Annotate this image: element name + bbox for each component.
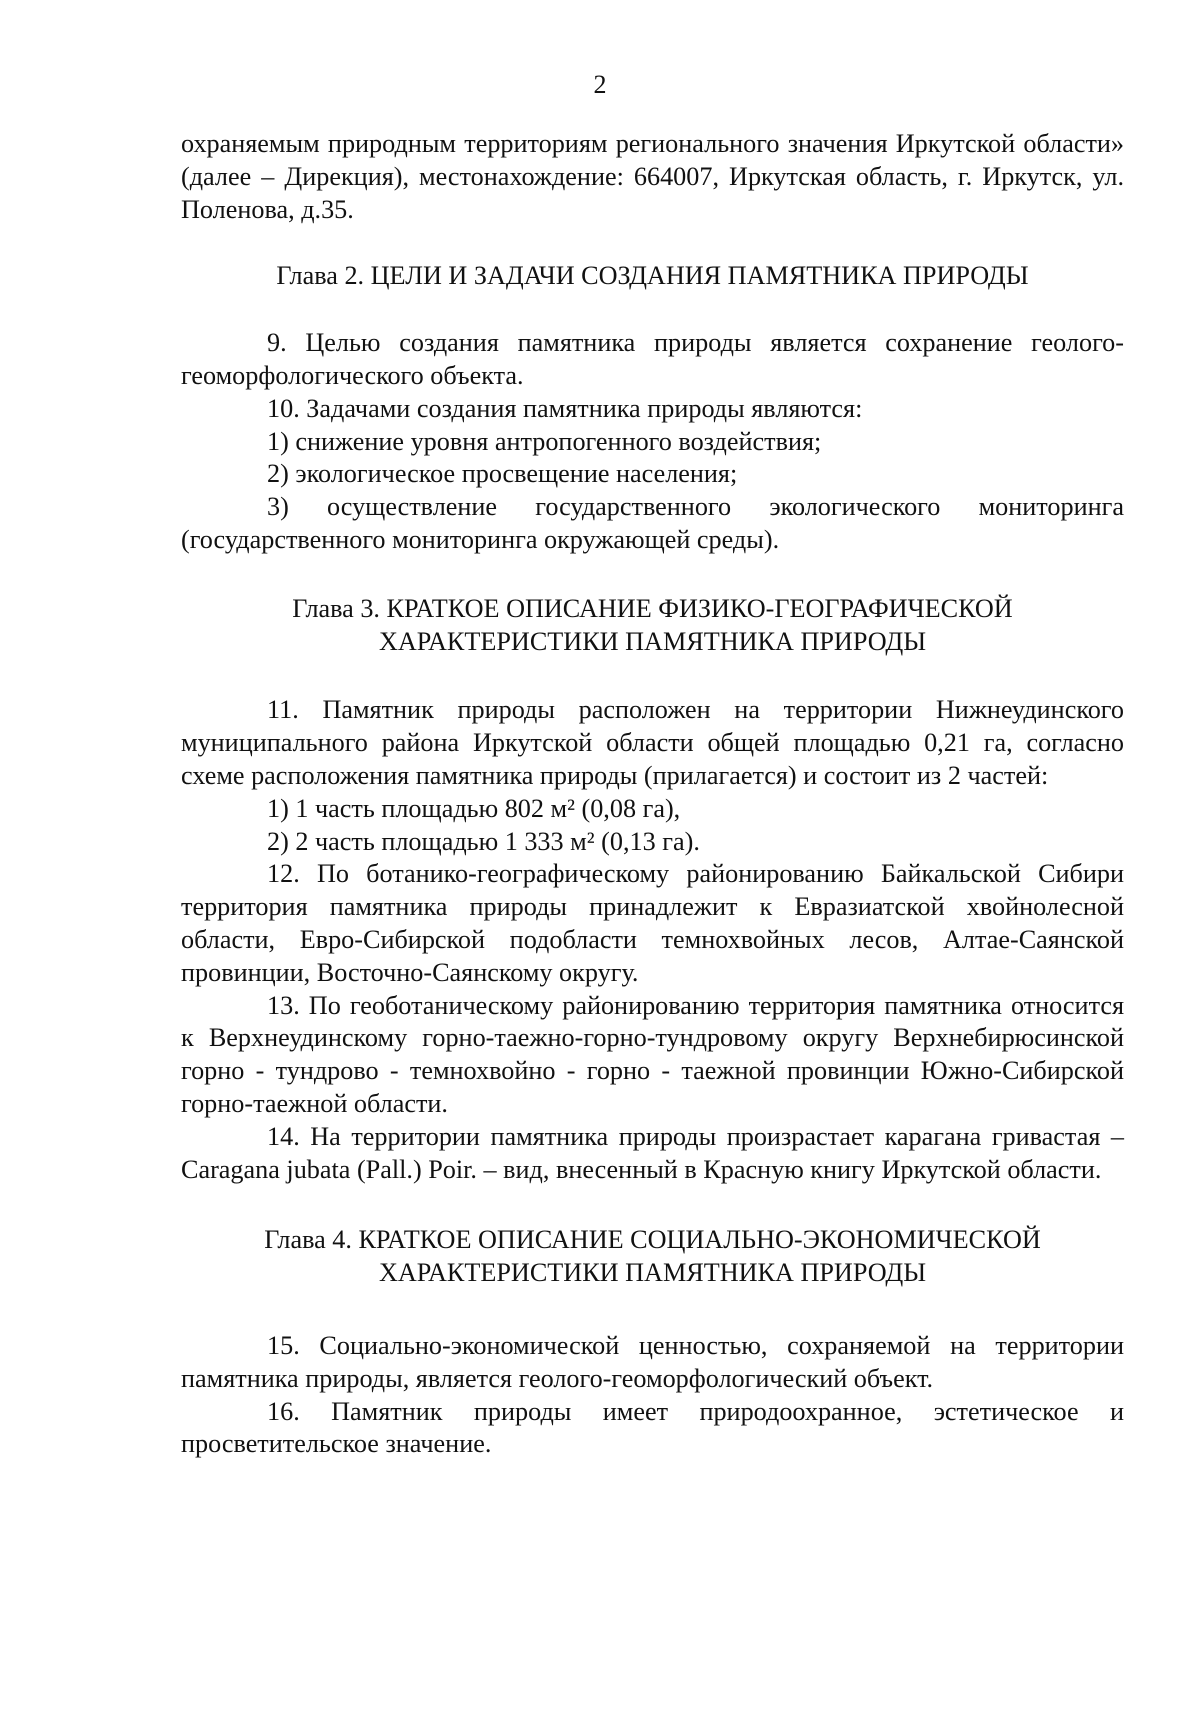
chapter-3-heading-line-1: Глава 3. КРАТКОЕ ОПИСАНИЕ ФИЗИКО-ГЕОГРАФИЧЕСКОЙ <box>292 593 1013 623</box>
continuation-paragraph: охраняемым природным территориям регионального значения Иркутской области» (далее – Дирекция), местонахождение: 664007, Иркутская область, г. Иркутск, ул. Поленова, д.35. <box>181 129 1124 224</box>
chapter-4-heading-line-1: Глава 4. КРАТКОЕ ОПИСАНИЕ СОЦИАЛЬНО-ЭКОНОМИЧЕСКОЙ <box>264 1225 1041 1255</box>
part-item-2: 2) 2 часть площадью 1 333 м² (0,13 га). <box>267 826 700 856</box>
page-number: 2 <box>593 70 607 99</box>
paragraph-11: 11. Памятник природы расположен на территории Нижнеудинского муниципального района Иркутской области общей площадью 0,21 га, согласно схеме расположения памятника природы (прилагается) и состоит из 2 частей: <box>181 695 1124 790</box>
task-item-1: 1) снижение уровня антропогенного воздействия; <box>267 426 822 456</box>
paragraph-14: 14. На территории памятника природы произрастает карагана гривастая – Caragana jubata (Pall.) Poir. – вид, внесенный в Красную книгу Иркутской области. <box>181 1121 1124 1184</box>
chapter-3-heading-line-2: ХАРАКТЕРИСТИКИ ПАМЯТНИКА ПРИРОДЫ <box>378 626 927 656</box>
document-body <box>181 128 1124 1461</box>
chapter-4-heading-line-2: ХАРАКТЕРИСТИКИ ПАМЯТНИКА ПРИРОДЫ <box>378 1258 927 1288</box>
paragraph-9: 9. Целью создания памятника природы является сохранение геолого-геоморфологического объекта. <box>181 328 1124 390</box>
paragraph-13: 13. По геоботаническому районированию территория памятника относится к Верхнеудинскому горно-таежно-горно-тундровому округу Верхнебирюсинской горно - тундрово - темнохвойно - горно - таежной провинции Южно-Сибирской горно-таежной области. <box>181 990 1124 1118</box>
chapter-3-heading <box>181 593 1124 659</box>
part-item-1: 1) 1 часть площадью 802 м² (0,08 га), <box>267 793 681 823</box>
chapter-4-heading <box>181 1224 1124 1290</box>
paragraph-10: 10. Задачами создания памятника природы являются: <box>267 393 863 423</box>
paragraph-15: 15. Социально-экономической ценностью, сохраняемой на территории памятника природы, является геолого-геоморфологический объект. <box>181 1330 1124 1393</box>
paragraph-16: 16. Памятник природы имеет природоохранное, эстетическое и просветительское значение. <box>181 1396 1124 1459</box>
paragraph-12: 12. По ботанико-географическому районированию Байкальской Сибири территория памятника природы принадлежит к Евразиатской хвойнолесной области, Евро-Сибирской подобласти темнохвойных лесов, Алтае-Саянской провинции, Восточно-Саянскому округу. <box>181 859 1124 987</box>
chapter-2-heading: Глава 2. ЦЕЛИ И ЗАДАЧИ СОЗДАНИЯ ПАМЯТНИКА ПРИРОДЫ <box>276 261 1029 291</box>
task-item-3: 3) осуществление государственного экологического мониторинга (государственного мониторинга окружающей среды). <box>181 492 1124 554</box>
task-item-2: 2) экологическое просвещение населения; <box>267 459 738 489</box>
